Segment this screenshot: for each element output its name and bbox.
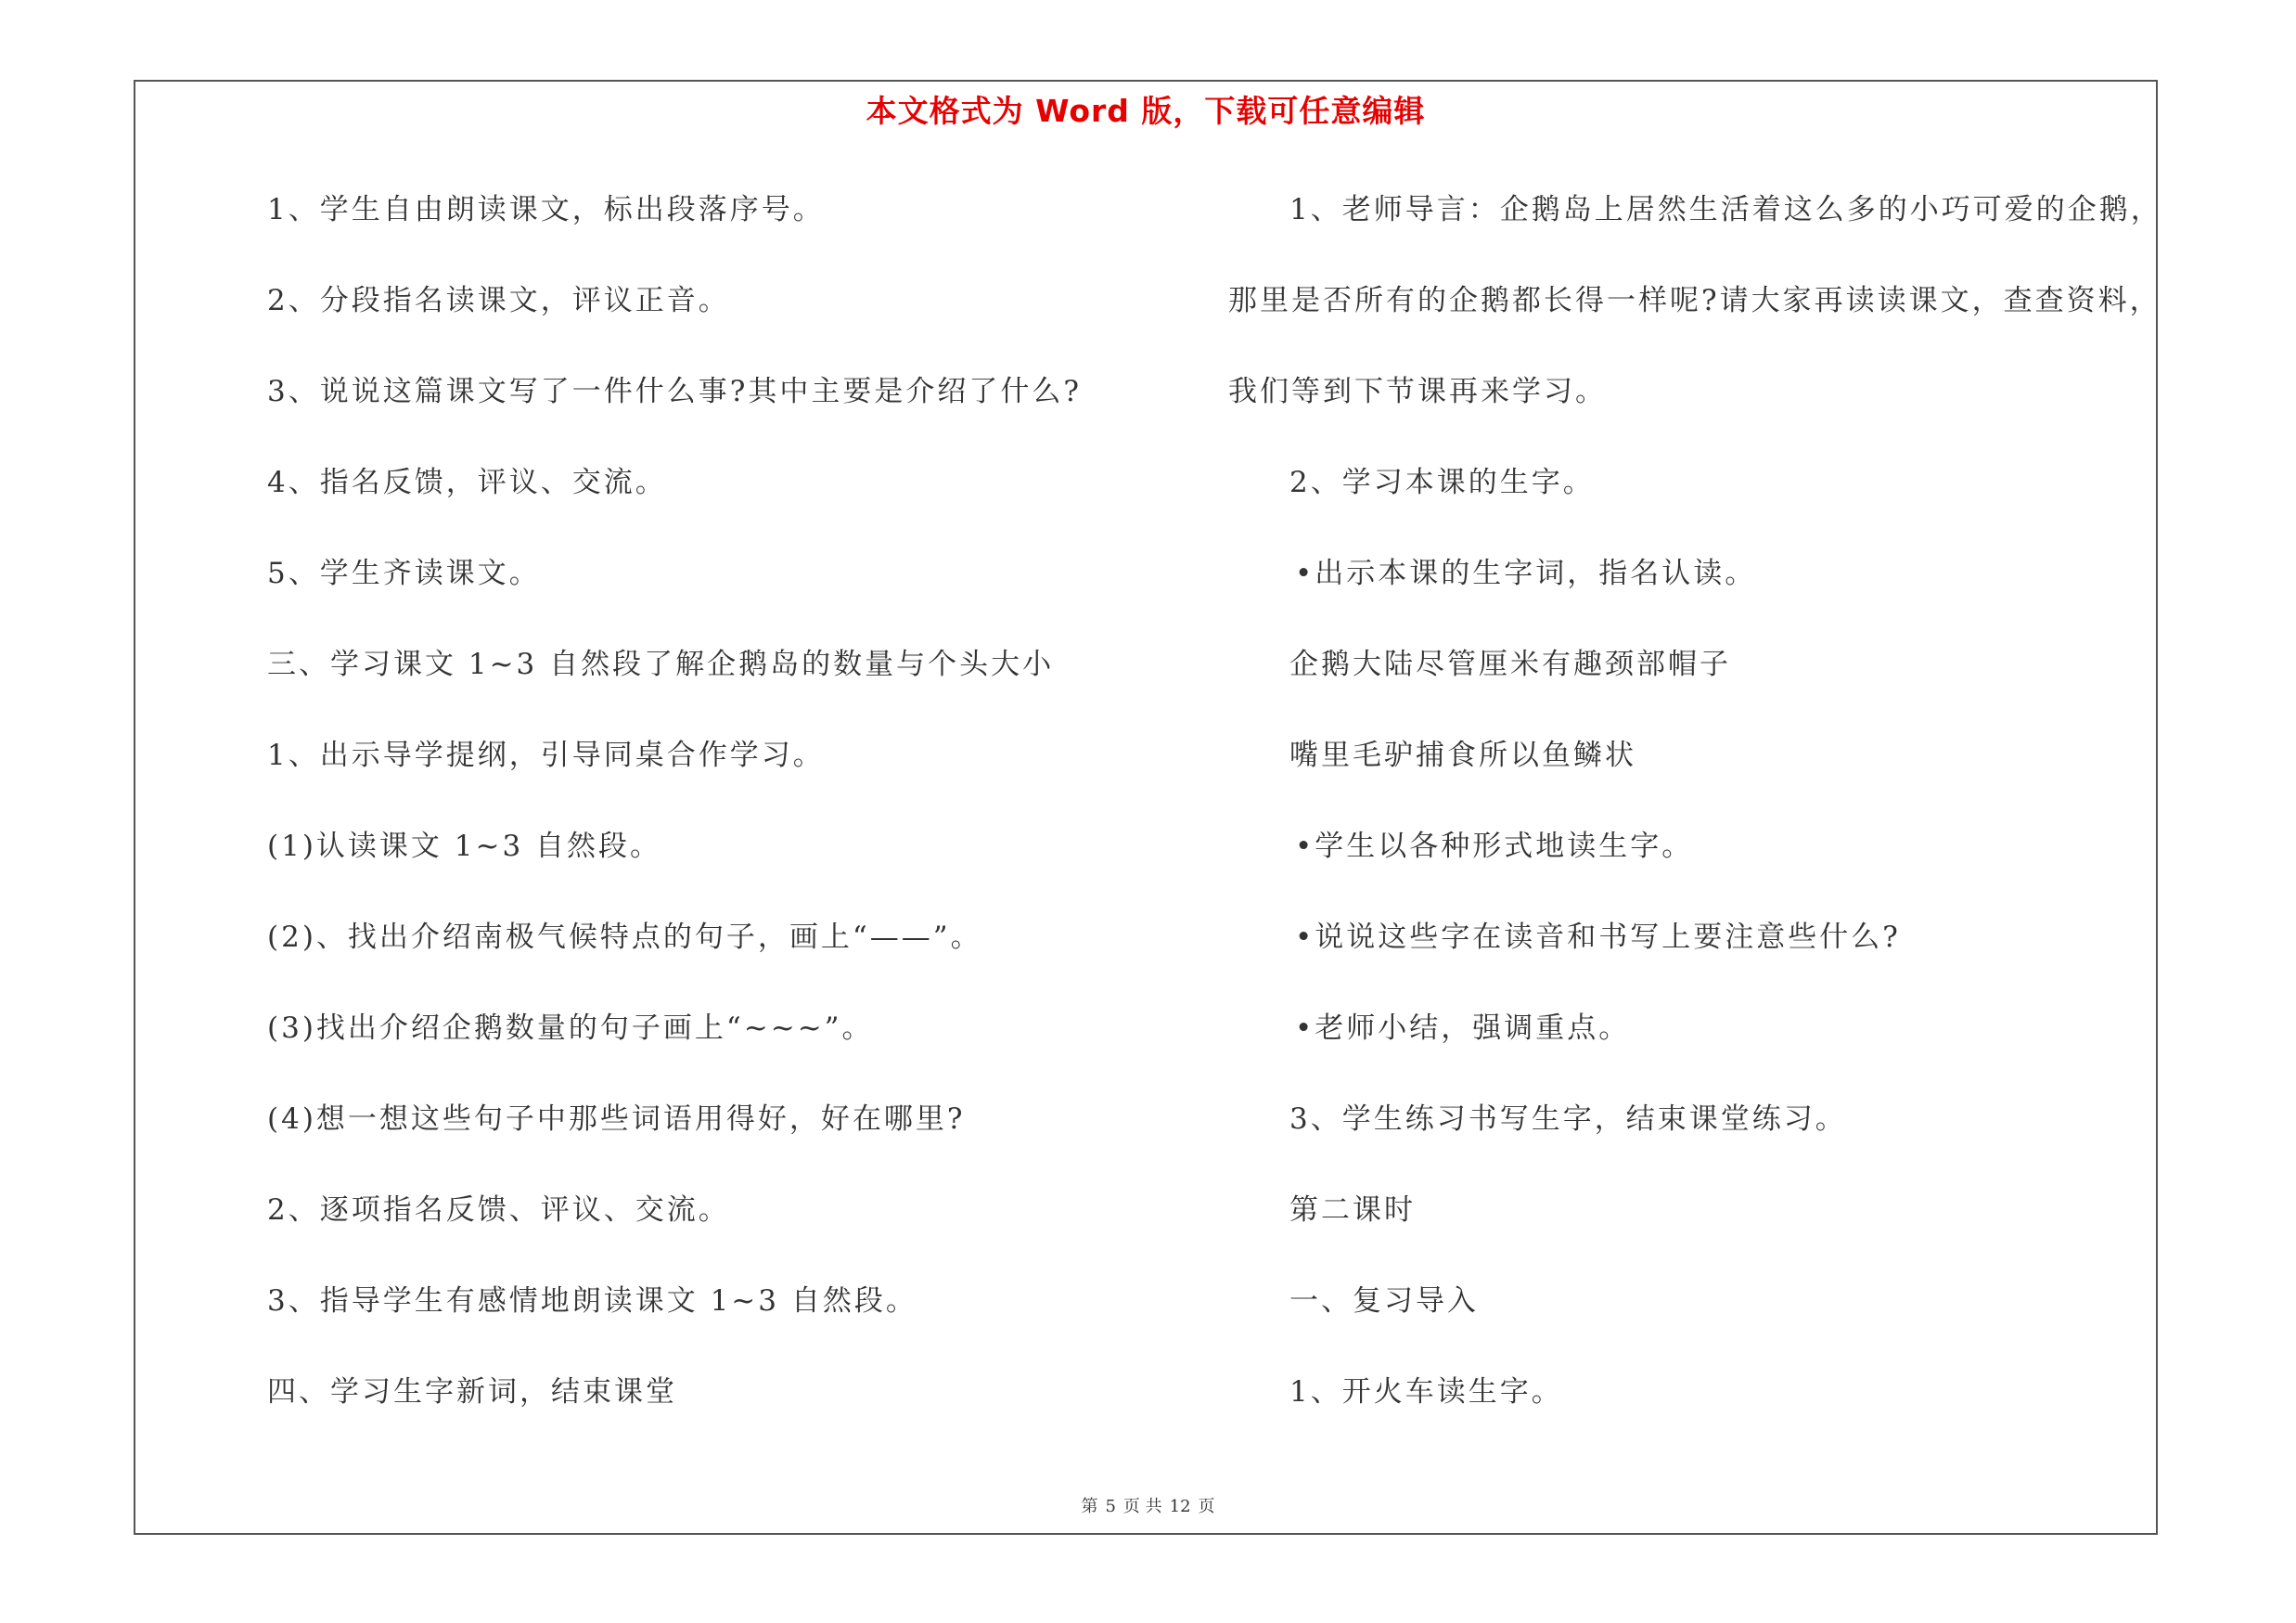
left-line-11: (4)想一想这些句子中那些词语用得好，好在哪里? [267,1102,966,1136]
right-line-5: •出示本课的生字词，指名认读。 [1295,557,1757,590]
format-banner: 本文格式为 Word 版，下载可任意编辑 [866,93,1426,129]
footer-suffix: 页 [1198,1497,1215,1516]
left-heading-3: 三、学习课文 1~3 自然段了解企鹅岛的数量与个头大小 [267,648,1055,681]
footer-total: 12 [1169,1497,1191,1516]
right-line-12: 第二课时 [1289,1193,1416,1227]
left-line-2: 2、分段指名读课文，评议正音。 [267,284,730,317]
right-line-4: 2、学习本课的生字。 [1289,466,1595,499]
left-line-13: 3、指导学生有感情地朗读课文 1~3 自然段。 [267,1284,917,1318]
right-line-8: •学生以各种形式地读生字。 [1295,830,1694,863]
left-line-5: 5、学生齐读课文。 [267,557,541,590]
right-line-3: 我们等到下节课再来学习。 [1228,375,1607,408]
left-heading-4: 四、学习生字新词，结束课堂 [267,1375,677,1409]
footer-middle: 页 共 [1122,1497,1162,1516]
left-line-9: (2)、找出介绍南极气候特点的句子，画上“——”。 [267,921,982,954]
right-line-2: 那里是否所有的企鹅都长得一样呢?请大家再读读课文，查查资料， [1228,284,2161,317]
left-line-10: (3)找出介绍企鹅数量的句子画上“~~~”。 [267,1011,874,1045]
right-line-11: 3、学生练习书写生字，结束课堂练习。 [1289,1102,1847,1136]
right-line-13: 一、复习导入 [1289,1284,1479,1318]
right-line-14: 1、开火车读生字。 [1289,1375,1563,1409]
footer-prefix: 第 [1081,1497,1098,1516]
right-line-10: •老师小结，强调重点。 [1295,1011,1631,1045]
left-line-4: 4、指名反馈，评议、交流。 [267,466,667,499]
left-line-8: (1)认读课文 1~3 自然段。 [267,830,662,863]
left-line-3: 3、说说这篇课文写了一件什么事?其中主要是介绍了什么? [267,375,1082,408]
right-line-1: 1、老师导言：企鹅岛上居然生活着这么多的小巧可爱的企鹅， [1289,193,2162,226]
left-line-1: 1、学生自由朗读课文，标出段落序号。 [267,193,825,226]
left-line-12: 2、逐项指名反馈、评议、交流。 [267,1193,730,1227]
left-line-7: 1、出示导学提纲，引导同桌合作学习。 [267,739,825,772]
right-line-9: •说说这些字在读音和书写上要注意些什么? [1295,921,1901,954]
page-number-footer [0,1496,2296,1518]
right-line-7: 嘴里毛驴捕食所以鱼鳞状 [1289,739,1636,772]
footer-page: 5 [1105,1497,1116,1516]
right-line-6: 企鹅大陆尽管厘米有趣颈部帽子 [1289,648,1731,681]
